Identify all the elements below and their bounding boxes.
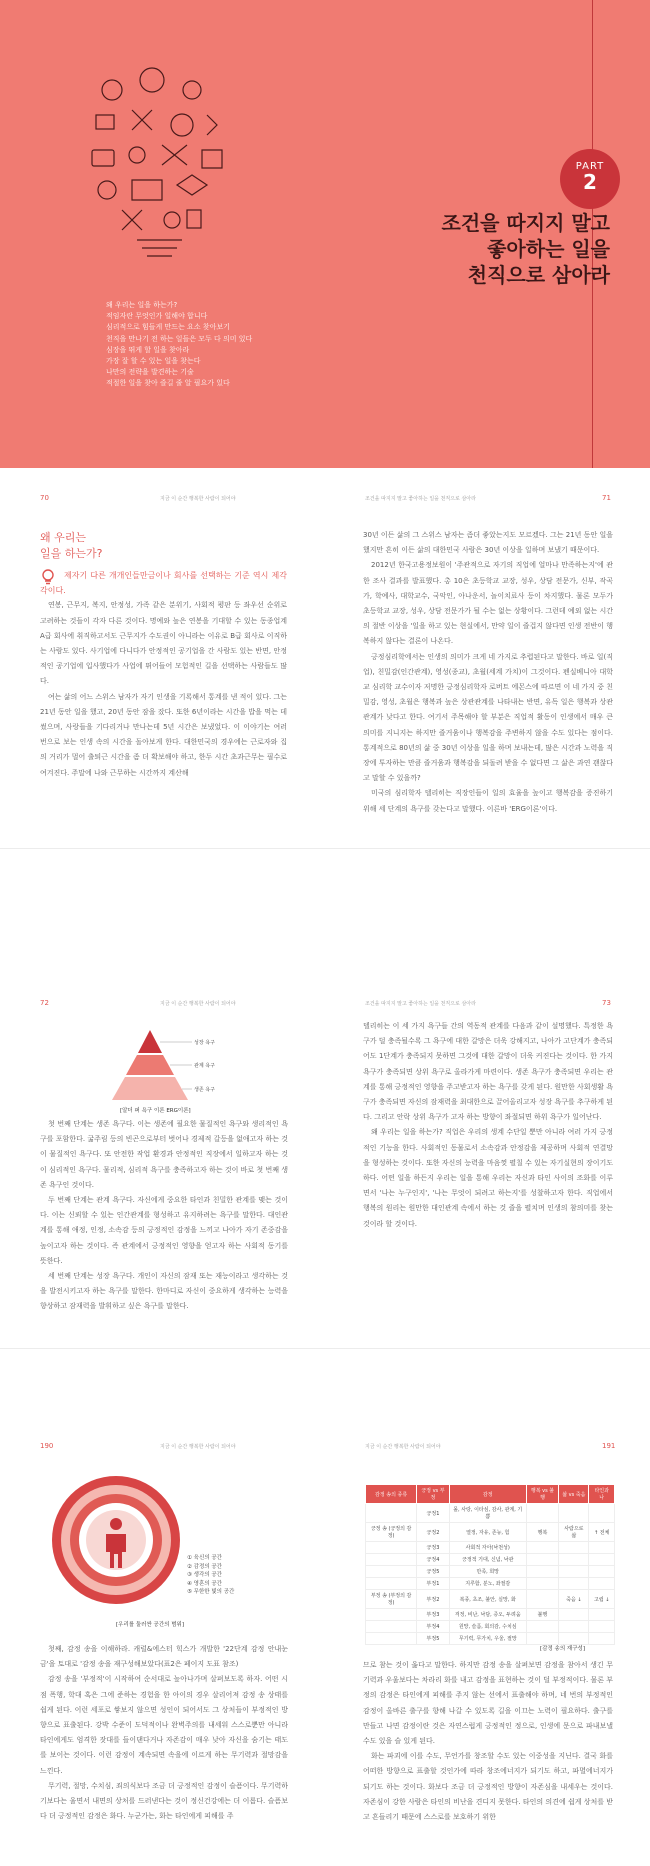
spread-2 [0,993,650,1328]
cover-title-line: 천직으로 삼아라 [467,263,610,287]
table-cell [559,1554,589,1566]
page-73 [325,993,650,1328]
chapter-item: 천직을 만나기 전 하는 일들은 모두 다 의미 있다 [106,334,253,343]
pyramid-label: 관계 욕구 [194,1063,215,1069]
chapter-item: 나만의 전략을 발견하는 기술 [106,368,194,377]
table-cell: 부정5 [417,1633,449,1645]
paragraph: 왜 우리는 일을 하는가? 직업은 우리의 생계 수단일 뿐만 아니라 여러 가지 긍정적인 기능을 한다. 사회적인 동물로서 소속감과 안정감을 제공하며 사회적 연결망을 형성하는 것이다. 또한 자신의 능력을 마음껏 펼칠 수 있는 자기실현의 장이기도 하다. 어떤 일을 하든지 우리는 일을 통해 우리는 자신과 타인 사이의 조화를 이루면서 '나는 누구인지', '나는 무엇이 되려고 하는지'를 성찰하고자 한다. 직업에서 행복의 원리는 원만한 대인관계 속에서 하는 것 즐을 펼치며 인생의 참의미를 찾는 것이라 할 것이다. [363,1128,613,1228]
chapter-item: 가장 잘 할 수 있는 일을 찾는다 [106,357,201,366]
paragraph: 2012년 한국고용정보원이 '주관적으로 자기의 직업에 얼마나 만족하는지'에 관한 조사 결과를 발표했다. 총 10은 초등학교 교장, 성우, 상담 전문가, 신부, 작곡가, 학예사, 대학교수, 국악인, 아나운서, 놀이치료사 등이 차지했다. 물론 모두가 초등학교 교장, 성우, 상담 전문가가 될 수는 없는 상황이다. 그런데 예외 없는 시간의 절반 이상을 '일을 하고 있는 현실에서, 만약 일이 즐겁지 않다면 인생 전반이 행복하지 않다는 결론이 나온다. [363,561,613,646]
table-row [366,1621,615,1633]
section-heading [40,530,102,562]
table-cell [559,1609,589,1621]
table-cell: 부정2 [417,1590,449,1609]
table-cell [589,1621,615,1633]
legend-item: ⑤ 무한한 빛의 공간 [187,1589,235,1595]
table-cell [526,1633,558,1645]
page-72 [0,993,325,1328]
table-cell [589,1504,615,1523]
paragraph: 첫째, 감정 송을 이해하라. 캐럴&에스터 힉스가 개발한 '22단계 감정 안내눈금'을 토대로 '감정 송을 재구성해보았다(표2은 페이지 도표 참조) [40,1645,288,1669]
table-cell [526,1590,558,1609]
table-cell: 행복 [526,1523,558,1542]
table-cell [559,1578,589,1590]
table-header-cell: 삶 vs 죽음 [559,1485,589,1504]
paragraph: 여는 삶의 어느 스위스 남자가 자기 인생을 기록해서 통계를 낸 적이 있다. 그는 21년 동안 일을 했고, 20년 동안 잠을 잤다. 또한 6년이라는 시간을 밥을 먹는 데 썼으며, 사랑들을 기다리거나 만나는데 5년 시간은 보냈었다. 이 이야기는 여러 번으로 보는 인생 속의 시간을 돌아보게 한다. 대한민국의 경우에는 근로자와 집의 거리가 멀어 출퇴근 시간을 좀 더 확보해야 하고, 한두 시간 초과근무는 필수로 여겨진다. 주말에 나와 근무하는 시간까지 계산해 [40,692,287,777]
table-cell [559,1504,589,1523]
diagram-legend [187,1554,234,1597]
page-number: 190 [40,1442,54,1450]
table-header-cell: 감정 [449,1485,526,1504]
table-cell [526,1504,558,1523]
table-cell: 만족, 희망 [449,1566,526,1578]
table-cell: 긍정1 [417,1504,449,1523]
table-cell: 긍정3 [417,1542,449,1554]
concentric-space-diagram [50,1474,182,1606]
table-cell: 고립 ↓ [589,1590,615,1609]
table-cell [559,1633,589,1645]
table-header-cell: 감정 송의 종류 [366,1485,417,1504]
body-text [363,528,613,820]
cover-page [0,0,650,468]
pyramid-label: 성장 욕구 [194,1040,215,1046]
table-header-cell: 타인과 나 [589,1485,615,1504]
pyramid-bottom [112,1077,188,1100]
table-row [366,1578,615,1590]
table-header-cell: 행복 vs 불행 [526,1485,558,1504]
table-header-cell: 긍정 vs 부정 [417,1485,449,1504]
chapter-item: 심장을 뛰게 할 일을 찾아라 [106,345,190,354]
paragraph: 연봉, 근무지, 복지, 안정성, 가족 같은 분위기, 사회적 평판 등 좌우선 순위로 고려하는 것들이 각자 다른 것이다. 명예와 높은 연봉을 기대할 수 있는 동종업계 A급 회사에 취직하고서도 근무지가 수도권이 아니라는 이유로 B급 회사로 이직하는 사람도 있다. 사기업에 다니다가 안정적인 공기업을 간 사람도 있는 반면, 안정적인 공기업에 입사했다가 사업에 뛰어들어 모험적인 길을 선택하는 사람들도 많다. [40,601,287,686]
legend-item: ③ 생각의 공간 [187,1572,222,1578]
table-row [366,1633,615,1645]
table-row [366,1554,615,1566]
table-cell: 불행 [526,1609,558,1621]
table-cell [589,1554,615,1566]
part-label: PART [575,161,605,172]
page-70 [0,488,325,828]
table-cell [366,1578,417,1590]
body-text [363,1019,613,1319]
legend-item: ① 육신의 공간 [187,1555,222,1561]
table-cell: 죽음 ↓ [559,1590,589,1609]
table-cell: 긍정2 [417,1523,449,1542]
table-cell [366,1609,417,1621]
table-cell [366,1542,417,1554]
table-cell: ↑ 전체 [589,1523,615,1542]
table-cell [526,1566,558,1578]
paragraph: 감정 송을 '부정적'이 시작하여 순서대로 높아나가며 살펴보도록 하자. 어떤 시점 폭행, 학대 혹은 그에 준하는 경험을 한 아이의 경우 살리어져 감정 송 상태를 쉽게 된다. 이런 세포로 쌓보지 않으면 성인이 되어서도 그 상처들이 부정적인 방향으로 표출된다. 강박 수준이 도덕적이나 완벽주의를 내세워 스스로뿐만 아니라 타인에게도 엄격한 잣대를 들이댄다거나 자존감이 매우 낮아 자신을 숨기는 태도를 보이는 것이다. 이런 감정이 계속되면 속을에 이르게 하는 무기력과 절망감을 느낀다. [40,1675,288,1775]
table-cell: 긍정5 [417,1566,449,1578]
lightbulb-icon-illustration [82,60,232,260]
table-cell [559,1566,589,1578]
table-cell: 부정1 [417,1578,449,1590]
erg-pyramid [110,1025,230,1105]
table-cell [589,1609,615,1621]
table-cell: 긍정적 기대, 신념, 낙관 [449,1554,526,1566]
table-cell: 부정4 [417,1621,449,1633]
table-cell: 무기력, 무가치, 우울, 절망 [449,1633,526,1645]
table-cell: 부정 송 (부정의 감정) [366,1590,417,1609]
table-cell: 걱정, 비난, 낙담, 증오, 두려움 [449,1609,526,1621]
running-header: 지금 이 순간 행복한 사람이 되어야 [160,496,236,502]
table-cell: 몰, 사랑, 이타심, 감사, 관계, 기쁨 [449,1504,526,1523]
cover-title-line: 조건을 따지지 말고 [441,211,610,235]
table-cell [366,1504,417,1523]
page-191 [325,1436,650,1866]
table-row [366,1504,615,1523]
page-190 [0,1436,325,1866]
body-text [40,1117,288,1327]
part-number: 2 [583,170,597,194]
heading-line: 일을 하는가? [40,547,103,560]
part-badge [560,149,620,209]
legend-item: ② 감정의 공간 [187,1563,222,1570]
figure-caption: [우리를 둘러싼 공간의 범위] [116,1622,184,1628]
page-number: 191 [602,1442,616,1450]
table-cell [526,1578,558,1590]
heading-line: 왜 우리는 [40,531,87,544]
table-cell: 부정3 [417,1609,449,1621]
chapter-item: 심리적으로 힘들게 만드는 요소 찾아보기 [106,323,230,332]
table-cell [559,1621,589,1633]
cover-title-line: 좋아하는 일을 [487,237,610,261]
table-cell: 사회적 자아(낙천성) [449,1542,526,1554]
table-cell [589,1578,615,1590]
table-cell [366,1621,417,1633]
table-cell [526,1554,558,1566]
table-cell: 지루함, 분노, 좌절감 [449,1578,526,1590]
chapter-item: 적임자란 무엇인가 일해야 합니다 [106,312,208,321]
paragraph: 세 번째 단계는 성장 욕구다. 개인이 자신의 잠재 또는 재능이라고 생각하는 것을 발전시키고자 하는 욕구를 말한다. 한마디로 자신이 중요하게 생각하는 능력을 향상하고 잠재력을 발휘하고 싶은 욕구를 말한다. [40,1272,288,1311]
table-cell: 긍정4 [417,1554,449,1566]
table-row [366,1566,615,1578]
paragraph: 첫 번째 단계는 생존 욕구다. 이는 생존에 필요한 물질적인 욕구와 생리적인 욕구를 포함한다. 굶주림 등의 빈곤으로부터 벗어나 경제적 갈등을 없애고자 하는 것이 물질적인 욕구다. 또 안전한 작업 환경과 안정적인 직장에서 일하고자 하는 것이 심리적인 욕구다. 물리적, 심리적 욕구를 충족하고자 하는 것이 바로 첫 번째 생존 욕구인 것이다. [40,1120,288,1189]
table-header-row [366,1485,615,1504]
page-number: 72 [40,999,49,1007]
emotion-table [365,1484,615,1645]
table-cell [589,1566,615,1578]
paragraph: 긍정심리학에서는 인생의 의미가 크게 네 가지로 추렵된다고 말한다. 바로 일(직업), 친밀감(인간관계), 영성(종교), 초월(세계 가치)이 그것이다. 펜실베니아 대학교 심리학 교수이자 저명한 긍정심리학자 로버트 에몬스에 따르면 이 네 가지 중 친밀감, 영성, 초월은 행복과 높은 상관관계를 나타내는 반면, 유독 일은 행복과 상관관계가 낮다고 한다. 여기서 주목해야 할 부분은 직업적 활동이 인생에서 매우 큰 의미를 지니지는 하지만 즐거움이나 행복감을 주변하지 않을 수도 있다는 점이다. 통계적으로 80년의 삶 중 30년 이상을 일을 하며 보내는데, 많은 시간과 노력을 직장에 투자하는 만큼 즐거움과 행복감을 되돌려 받을 수 없다면 그 삶은 과연 괜찮다고 말할 수 있을까? [363,652,613,783]
table-row [366,1609,615,1621]
paragraph: 30년 이든 삶의 그 스위스 남자는 좀더 좋았는지도 모르겠다. 그는 21년 동안 일을 했지만 흔히 이든 삶의 대한민국 사람은 30년 이상을 일하며 보냈기 때문이다. [363,531,613,555]
table-cell: 사람으로 삶 [559,1523,589,1542]
paragraph: 무기력, 절망, 수치심, 죄의식보다 조금 더 긍정적인 감정이 슬픔이다. 무기력하기보다는 울면서 내면의 상처를 드러낸다는 것이 정신건강에는 더 이롭다. 슬픔보다 더 긍정적인 감정은 화다. 누군가는, 화는 타인에게 피해를 주 [40,1781,288,1821]
spread-1 [0,488,650,828]
page-number: 73 [602,999,611,1007]
running-header: 조건을 따지지 말고 좋아하는 일을 천직으로 삼아라 [365,1001,476,1007]
table-cell: 열정, 자유, 존능, 힘 [449,1523,526,1542]
table-cell [589,1542,615,1554]
running-header: 지금 이 순간 행복한 사람이 되어야 [160,1444,236,1450]
page-number: 70 [40,494,49,502]
page-71 [325,488,650,828]
table-cell: 원망, 슬픔, 회의감, 수치심 [449,1621,526,1633]
page-number: 71 [602,494,611,502]
cover-title [330,210,610,288]
table-cell: 긍정 송 (긍정의 감정) [366,1523,417,1542]
body-text [40,568,287,818]
table-cell [526,1621,558,1633]
table-row [366,1542,615,1554]
figure-caption: [알더 퍼 욕구 이론 ERG이론] [120,1108,191,1114]
spread-3 [0,1436,650,1866]
chapter-list [106,300,306,390]
paragraph: 화는 파괴에 이를 수도, 무언가를 창조할 수도 있는 이중성을 지닌다. 결국 화를 어떠한 방향으로 표출할 것인가에 따라 창조에너지가 되기도 하고, 파멸에너지가 되기도 하는 것이다. 화보다 조금 더 긍정적인 방향이 자존심을 내세우는 것이다. 자존심이 강한 사람은 타인의 비난을 견디지 못한다. 타인의 의견에 쉽게 상처를 받고 흔들리기 때문에 스스로를 보호하기 위한 [363,1752,613,1822]
running-header: 지금 이 순간 행복한 사람이 되어야 [160,1001,236,1007]
running-header: 조건을 따지지 말고 좋아하는 일을 천직으로 삼아라 [365,496,476,502]
pyramid-middle [126,1055,174,1075]
table-cell [366,1566,417,1578]
divider [0,848,650,849]
paragraph: 므로 참는 것이 옳다고 말한다. 하지만 감정 송을 살펴보면 감정을 참아서 생긴 무기력과 우울보다는 차라리 화를 내고 감정을 표현하는 것이 덜 부정적이다. 물론 부정의 감정은 타인에게 피해를 주지 않는 선에서 표출해야 하며, 네 번의 부정적인 감정이 올바른 출구를 향해 나갈 수 있도록 길을 이끄는 노력이 필요하다. 출구를 만들고 나면 감정이란 것은 자연스럽게 긍정적인 정으로, 인생에 문으로 파내보낼 수도 있을 슬 있게 된다. [363,1661,613,1746]
table-cell [366,1554,417,1566]
lead-sentence: 제자기 다른 개개인들만금이나 회사를 선택하는 기준 역시 제각각이다. [40,571,287,596]
table-cell [589,1633,615,1645]
body-text [40,1642,288,1864]
chapter-item: 왜 우리는 일을 하는가? [106,301,178,309]
pyramid-top [138,1030,162,1053]
table-row [366,1590,615,1609]
legend-item: ④ 영혼의 공간 [187,1580,222,1587]
body-text [363,1658,613,1863]
table-row [366,1523,615,1542]
table-caption: [감정 송의 재구성] [540,1646,585,1652]
pyramid-label: 생존 욕구 [194,1087,215,1093]
running-header: 지금 이 순간 행복한 사람이 되어야 [365,1444,441,1450]
divider [0,1348,650,1349]
paragraph: 미국의 심리학자 델리히는 직장인들이 일의 효율을 높이고 행복감을 증진하기 위해 세 단계의 욕구를 갖는다고 말했다. 이른바 'ERG이론'이다. [363,789,613,813]
person-icon [110,1518,122,1530]
table-cell [559,1542,589,1554]
table-cell [526,1542,558,1554]
table-cell [366,1633,417,1645]
table-cell: 복종, 초조, 불안, 실망, 화 [449,1590,526,1609]
paragraph: 두 번째 단계는 관계 욕구다. 자신에게 중요한 타인과 친밀한 관계를 맺는 것이다. 이는 신뢰할 수 있는 인간관계를 형성하고 유지하려는 욕구를 말한다. 대인관계를 통해 애정, 인정, 소속감 등의 긍정적인 감정을 느끼고 나아가 자기 존중감을 높이고자 하는 것이다. 즉 관계에서 긍정적인 영향을 얻고자 하는 사회적 동기를 뜻한다. [40,1196,288,1265]
paragraph: 델리히는 이 세 가지 욕구들 간의 역동적 관계를 다음과 같이 설명했다. 특정한 욕구가 덜 충족될수록 그 욕구에 대한 갈망은 더욱 강해지고, 나아가 고단계가 충족되어도 1단계가 충족되지 못하면 그것에 대한 갈망이 더욱 커진다는 것이다. 한 가지 욕구가 충족되면 상위 욕구로 올라가게 마련이다. 생존 욕구가 충족되면 우리는 관계를 통해 긍정적인 영향을 주고받고자 하는 욕구를 갖게 된다. 원만한 사회생활 욕구가 충족되면 자신의 잠재력을 최대한으로 끌어올리고자 성장 욕구를 추구하게 된다. 그리고 안락 상위 욕구가 고자 하는 방향이 좌절되면 하위 욕구가 일어난다. [363,1022,613,1122]
chapter-item: 적절한 일을 찾아 즐길 줄 알 필요가 있다 [106,379,230,388]
